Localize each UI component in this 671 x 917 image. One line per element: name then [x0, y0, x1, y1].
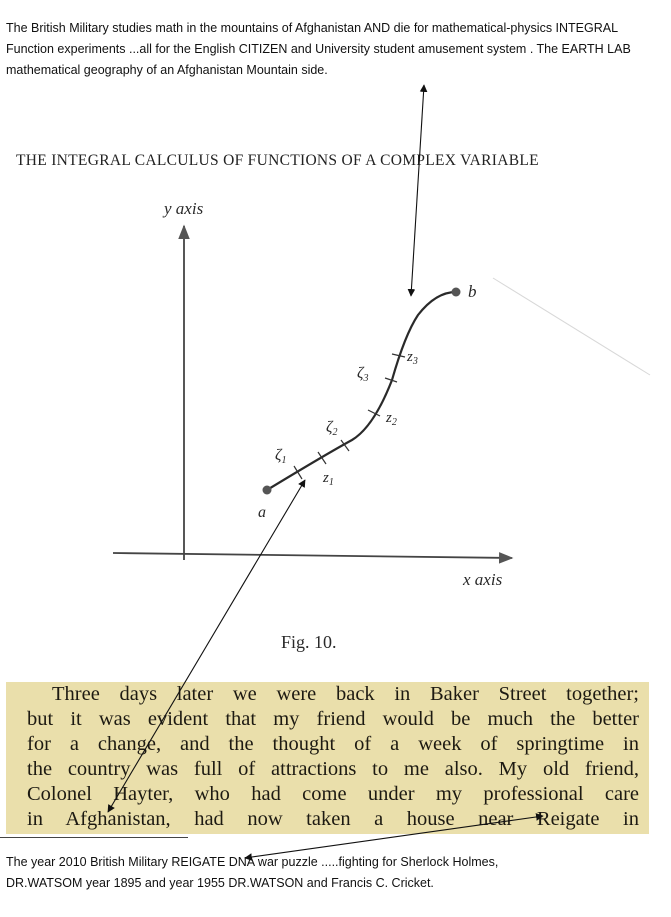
annotation-arrow-afghanistan — [108, 480, 305, 812]
annotation-arrow-mountain — [411, 85, 424, 296]
faint-diagonal-shadow — [493, 278, 650, 375]
scan-line-1: Three days later we were back in Baker Street together; — [52, 683, 639, 705]
z1-label: $z_1$ — [323, 470, 334, 488]
scan-line-6: in Afghanistan, had now taken a house near Reigate in — [27, 808, 639, 830]
annotation-arrow-reigate — [245, 816, 543, 858]
scan-line-4: the country was full of attractions to me also. My old friend, — [27, 758, 639, 780]
top-caption: The British Military studies math in the mountains of Afghanistan AND die for mathematical-physics INTEGRAL Function experiments ...all for the English CITIZEN and University student amusement system . The EARTH LAB mathematical geography of an Afghanistan Mountain side. — [6, 21, 631, 77]
x-axis-label: x axis — [463, 570, 503, 589]
zeta2-label: ζ2 — [326, 419, 338, 438]
zeta3-label: ζ3 — [357, 365, 369, 384]
x-axis — [113, 553, 512, 558]
diagram-title: THE INTEGRAL CALCULUS OF FUNCTIONS OF A COMPLEX VARIABLE — [16, 152, 539, 169]
y-axis-label: y axis — [164, 199, 204, 218]
bottom-caption-line-2: DR.WATSOM year 1895 and year 1955 DR.WATSON and Francis C. Cricket. — [6, 876, 434, 890]
point-b-label: b — [468, 282, 477, 301]
scan-line-2: but it was evident that my friend would be much the better — [27, 708, 639, 730]
figure-label: Fig. 10. — [281, 632, 337, 652]
z2-label: $z_2$ — [386, 410, 397, 428]
bottom-caption-line-1: The year 2010 British Military REIGATE DNA war puzzle .....fighting for Sherlock Holmes, — [6, 855, 499, 869]
scan-line-3: for a change, and the thought of a week of springtime in — [27, 733, 639, 755]
endpoint-a — [263, 486, 272, 495]
zeta1-label: ζ1 — [275, 447, 287, 466]
z3-label: $z_3$ — [407, 349, 418, 367]
point-a-label: a — [258, 504, 266, 521]
endpoint-b — [452, 288, 461, 297]
contour-curve — [267, 292, 456, 490]
scan-line-5: Colonel Hayter, who had come under my professional care — [27, 783, 639, 805]
